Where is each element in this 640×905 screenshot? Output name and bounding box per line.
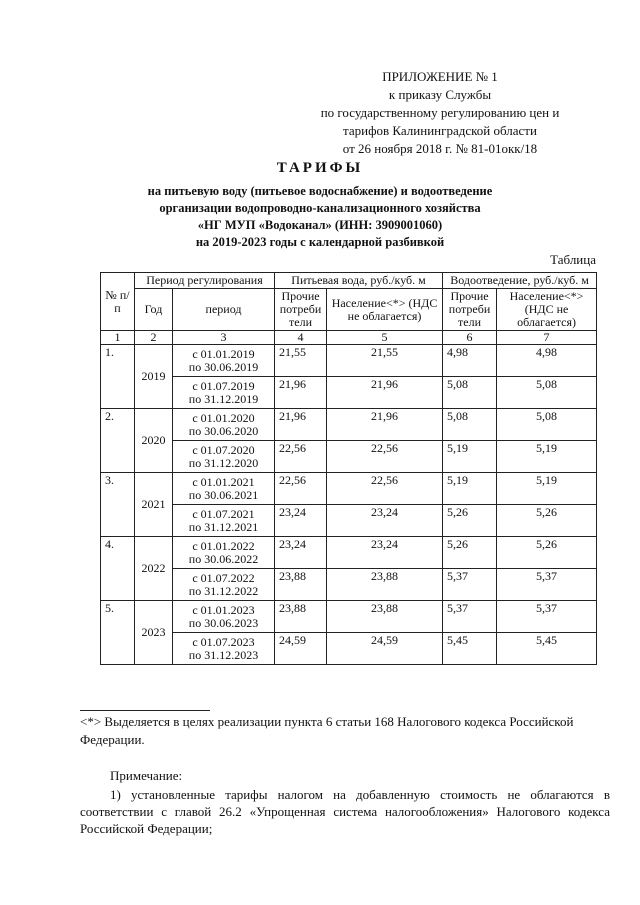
period-from: с 01.01.2019: [192, 346, 255, 361]
appendix-service-line: по государственному регулированию цен и: [320, 105, 560, 120]
sewer-other-value: 5,26: [443, 505, 497, 537]
table-row: [101, 505, 597, 537]
index-cell: 4: [275, 331, 327, 345]
index-cell: 3: [173, 331, 275, 345]
water-other-value: 24,59: [275, 633, 327, 665]
sewer-population-value: 5,19: [497, 441, 597, 473]
note-text: 1) установленные тарифы налогом на добавленную стоимость не облагаются в соответствии с главой 26.2 «Упрощенная система налогообложения» Налогового кодекса Российской Федерации;: [80, 787, 610, 836]
table-label: Таблица: [550, 252, 596, 267]
subtitle-line-2: организации водопроводно-канализационного хозяйства: [159, 201, 481, 215]
table-row: [101, 473, 597, 505]
tariffs-table: [100, 272, 597, 665]
water-population-value: 23,24: [327, 537, 443, 569]
sewer-other-value: 5,08: [443, 409, 497, 441]
sewer-population-value: 5,45: [497, 633, 597, 665]
index-cell: 1: [101, 331, 135, 345]
sewer-population-value: 5,26: [497, 537, 597, 569]
row-period: [173, 569, 275, 601]
appendix-title: ПРИЛОЖЕНИЕ № 1: [382, 69, 498, 84]
period-from: с 01.07.2020: [192, 442, 255, 457]
period-to: по 30.06.2019: [188, 359, 259, 374]
appendix-block: [290, 68, 590, 158]
water-other-value: 23,88: [275, 569, 327, 601]
period-to: по 30.06.2021: [188, 487, 259, 502]
water-other-value: 23,24: [275, 505, 327, 537]
water-other-value: 23,24: [275, 537, 327, 569]
appendix-order-line: к приказу Службы: [388, 87, 492, 102]
water-population-value: 21,96: [327, 409, 443, 441]
row-number: 3.: [101, 473, 135, 537]
sewer-other-value: 5,19: [443, 473, 497, 505]
header-water-other: Прочие потреби тели: [275, 289, 327, 331]
table-row: [101, 537, 597, 569]
row-period: [173, 377, 275, 409]
period-to: по 30.06.2022: [188, 551, 259, 566]
period-to: по 30.06.2023: [188, 615, 259, 630]
row-year: 2023: [135, 601, 173, 665]
water-other-value: 22,56: [275, 441, 327, 473]
table-row: [101, 601, 597, 633]
water-population-value: 22,56: [327, 441, 443, 473]
index-cell: 6: [443, 331, 497, 345]
row-period: [173, 409, 275, 441]
table-row: [101, 569, 597, 601]
sewer-other-value: 5,37: [443, 601, 497, 633]
water-population-value: 23,24: [327, 505, 443, 537]
period-to: по 31.12.2023: [188, 647, 259, 662]
table-row: [101, 633, 597, 665]
appendix-date-line: от 26 ноября 2018 г. № 81-01окк/18: [342, 141, 538, 156]
sewer-population-value: 5,37: [497, 569, 597, 601]
sewer-other-value: 5,45: [443, 633, 497, 665]
period-from: с 01.01.2020: [192, 410, 255, 425]
header-row-2: [101, 289, 597, 331]
footnote: <*> Выделяется в целях реализации пункта 6 статьи 168 Налогового кодекса Российской Федерации.: [80, 714, 574, 747]
index-row: [101, 331, 597, 345]
row-number: 5.: [101, 601, 135, 665]
document-subtitle: [80, 183, 560, 251]
header-water-population: Население<*> (НДС не облагается): [327, 289, 443, 331]
subtitle-line-4: на 2019-2023 годы с календарной разбивкой: [195, 235, 445, 249]
row-period: [173, 537, 275, 569]
header-sewer-population: Население<*> (НДС не облагается): [497, 289, 597, 331]
table-row: [101, 377, 597, 409]
water-population-value: 23,88: [327, 569, 443, 601]
table-row: [101, 345, 597, 377]
row-number: 4.: [101, 537, 135, 601]
table-row: [101, 409, 597, 441]
row-year: 2022: [135, 537, 173, 601]
period-from: с 01.07.2021: [192, 506, 255, 521]
footnote-divider: [80, 710, 210, 711]
sewer-population-value: 5,08: [497, 377, 597, 409]
row-period: [173, 633, 275, 665]
sewer-population-value: 5,19: [497, 473, 597, 505]
period-from: с 01.07.2023: [192, 634, 255, 649]
water-other-value: 21,96: [275, 409, 327, 441]
row-period: [173, 345, 275, 377]
period-from: с 01.07.2019: [192, 378, 255, 393]
water-population-value: 24,59: [327, 633, 443, 665]
sewer-other-value: 5,08: [443, 377, 497, 409]
row-year: 2021: [135, 473, 173, 537]
period-from: с 01.01.2022: [192, 538, 255, 553]
appendix-region-line: тарифов Калининградской области: [343, 123, 537, 138]
header-period: период: [173, 289, 275, 331]
sewer-other-value: 5,26: [443, 537, 497, 569]
header-sewer-other: Прочие потреби тели: [443, 289, 497, 331]
period-to: по 31.12.2021: [188, 519, 259, 534]
sewer-other-value: 5,37: [443, 569, 497, 601]
period-to: по 31.12.2020: [188, 455, 259, 470]
water-other-value: 23,88: [275, 601, 327, 633]
header-row-1: [101, 273, 597, 289]
row-period: [173, 601, 275, 633]
water-population-value: 22,56: [327, 473, 443, 505]
row-period: [173, 505, 275, 537]
index-cell: 2: [135, 331, 173, 345]
period-from: с 01.01.2021: [192, 474, 255, 489]
index-cell: 7: [497, 331, 597, 345]
water-other-value: 22,56: [275, 473, 327, 505]
sewer-population-value: 5,08: [497, 409, 597, 441]
index-cell: 5: [327, 331, 443, 345]
document-title: ТАРИФЫ: [276, 160, 364, 176]
header-year: Год: [135, 289, 173, 331]
sewer-population-value: 4,98: [497, 345, 597, 377]
sewer-population-value: 5,26: [497, 505, 597, 537]
row-number: 1.: [101, 345, 135, 409]
note-heading: Примечание:: [110, 768, 183, 783]
sewer-other-value: 4,98: [443, 345, 497, 377]
water-population-value: 23,88: [327, 601, 443, 633]
row-period: [173, 473, 275, 505]
row-period: [173, 441, 275, 473]
period-to: по 31.12.2019: [188, 391, 259, 406]
header-water-group: Питьевая вода, руб./куб. м: [275, 273, 443, 289]
subtitle-line-1: на питьевую воду (питьевое водоснабжение) и водоотведение: [147, 184, 493, 198]
water-population-value: 21,96: [327, 377, 443, 409]
period-to: по 31.12.2022: [188, 583, 259, 598]
row-year: 2020: [135, 409, 173, 473]
sewer-population-value: 5,37: [497, 601, 597, 633]
subtitle-line-3: «НГ МУП «Водоканал» (ИНН: 3909001060): [197, 218, 443, 232]
header-sewer-group: Водоотведение, руб./куб. м: [443, 273, 597, 289]
water-other-value: 21,55: [275, 345, 327, 377]
period-from: с 01.01.2023: [192, 602, 255, 617]
water-other-value: 21,96: [275, 377, 327, 409]
sewer-other-value: 5,19: [443, 441, 497, 473]
row-number: 2.: [101, 409, 135, 473]
water-population-value: 21,55: [327, 345, 443, 377]
header-num: № п/п: [101, 273, 135, 331]
table-row: [101, 441, 597, 473]
period-from: с 01.07.2022: [192, 570, 255, 585]
period-to: по 30.06.2020: [188, 423, 259, 438]
row-year: 2019: [135, 345, 173, 409]
header-period-group: Период регулирования: [135, 273, 275, 289]
